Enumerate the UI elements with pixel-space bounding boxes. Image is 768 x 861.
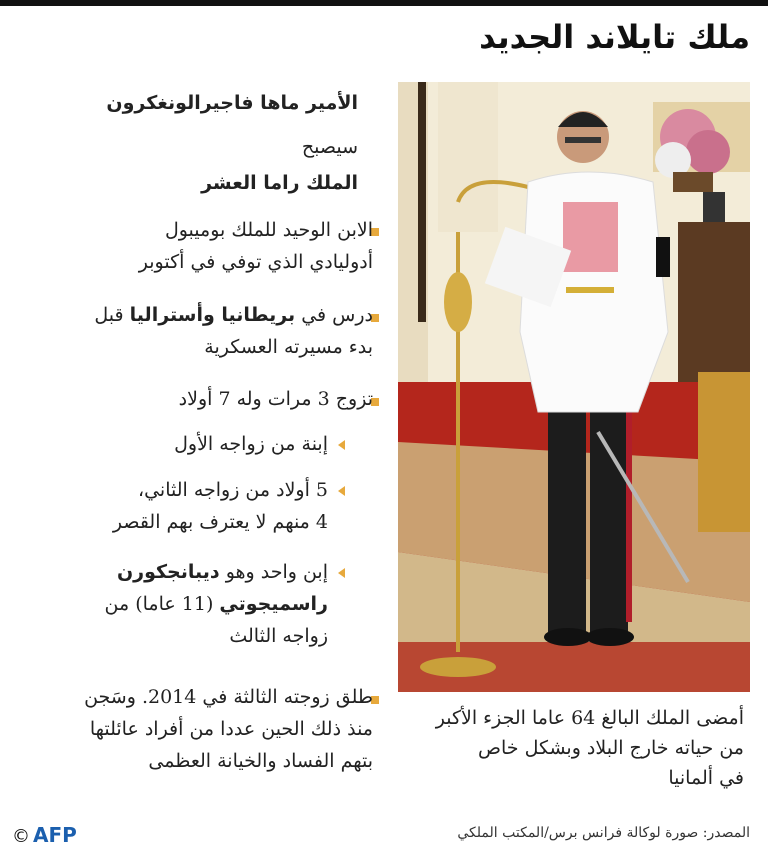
agency-name: AFP: [33, 823, 77, 847]
bullet-line: طلق زوجته الثالثة في 2014. وسَجن: [84, 686, 373, 708]
bullet-text: إبن واحد وهو: [219, 561, 328, 583]
will-become-label: سيصبح: [301, 136, 358, 158]
sub-bullet-triangle: [338, 486, 345, 496]
sub-bullet-triangle: [338, 568, 345, 578]
bullet-text: (11 عاما) من: [104, 593, 220, 615]
bullet-marriages: [3, 383, 373, 415]
bullet-line: الابن الوحيد للملك بوميبول: [164, 219, 373, 241]
sub-bullet-first-marriage: [0, 428, 328, 460]
king-title: الملك راما العشر: [201, 172, 358, 194]
bullet-text: درس في: [295, 304, 373, 326]
photo-caption: [408, 703, 744, 793]
bullet-divorce: [3, 681, 373, 777]
top-bar: [0, 0, 768, 6]
bullet-line: 4 منهم لا يعترف بهم القصر: [112, 511, 328, 533]
bullet-bold-text: بريطانيا وأستراليا: [129, 304, 296, 326]
bullet-text: قبل: [94, 304, 130, 326]
bullet-bold-text: راسميجوتي: [219, 593, 328, 615]
bullet-line: بدء مسيرته العسكرية: [204, 336, 373, 358]
page-title: ملك تايلاند الجديد: [479, 18, 750, 56]
caption-line: في ألمانيا: [668, 767, 744, 789]
bullet-line: أدوليادي الذي توفي في أكتوبر: [138, 251, 373, 273]
bullet-line: [0, 556, 328, 588]
bullet-line: إبنة من زواجه الأول: [174, 433, 328, 455]
caption-line: أمضى الملك البالغ 64 عاما الجزء الأكبر: [435, 707, 744, 729]
bullet-line: منذ ذلك الحين عددا من أفراد عائلتها: [89, 718, 373, 740]
sub-bullet-triangle: [338, 440, 345, 450]
bullet-line: [3, 299, 373, 331]
copyright-symbol: ©: [12, 826, 30, 847]
bullet-line: 5 أولاد من زواجه الثاني،: [137, 479, 328, 501]
bullet-line: تزوج 3 مرات وله 7 أولاد: [178, 388, 373, 410]
sub-bullet-second-marriage: [0, 474, 328, 538]
bullet-bold-text: ديبانجكورن: [116, 561, 220, 583]
bullet-only-son: [3, 214, 373, 278]
sub-bullet-third-marriage: [0, 556, 328, 652]
bullet-line: بتهم الفساد والخيانة العظمى: [148, 750, 373, 772]
prince-name: الأمير ماها فاجيرالونغكرون: [106, 92, 358, 114]
king-photo: [398, 82, 750, 692]
bullet-studies: [3, 299, 373, 363]
source-credit: المصدر: صورة لوكالة فرانس برس/المكتب الملكي: [457, 825, 750, 841]
bullet-line: زواجه الثالث: [229, 625, 328, 647]
afp-logo: [12, 823, 77, 847]
bullet-line: [0, 588, 328, 620]
caption-line: من حياته خارج البلاد وبشكل خاص: [478, 737, 744, 759]
